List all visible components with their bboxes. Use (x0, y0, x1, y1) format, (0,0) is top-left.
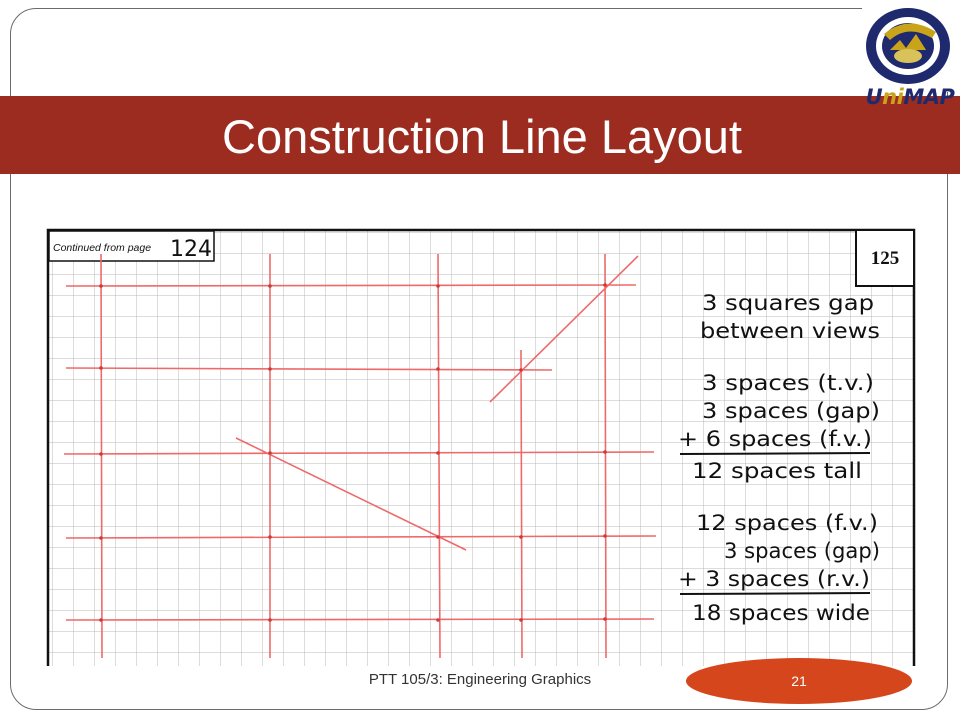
note-line-8: 3 spaces (gap) (724, 539, 880, 563)
note-line-7: 12 spaces (f.v.) (696, 511, 878, 535)
note-line-9: + 3 spaces (r.v.) (678, 567, 870, 591)
note-line-3: 3 spaces (t.v.) (702, 371, 874, 395)
note-line-1: 3 squares gap (702, 291, 874, 315)
continued-page-number: 124 (170, 237, 212, 262)
note-line-5: + 6 spaces (f.v.) (678, 427, 872, 451)
sum-rule-1 (680, 453, 870, 454)
unimap-logo-text: UniMAP (865, 85, 955, 109)
page-number: 125 (870, 248, 900, 269)
slide-title: Construction Line Layout (222, 110, 742, 163)
slide-number-badge: 21 (686, 658, 912, 704)
note-line-4: 3 spaces (gap) (702, 399, 880, 423)
sum-rule-2 (680, 593, 870, 594)
worksheet-image (44, 226, 920, 666)
continued-label: Continued from page (53, 242, 152, 254)
note-line-2: between views (700, 319, 880, 343)
note-line-6: 12 spaces tall (692, 459, 862, 483)
footer-course-title: PTT 105/3: Engineering Graphics (368, 671, 592, 688)
note-line-10: 18 spaces wide (692, 601, 870, 625)
